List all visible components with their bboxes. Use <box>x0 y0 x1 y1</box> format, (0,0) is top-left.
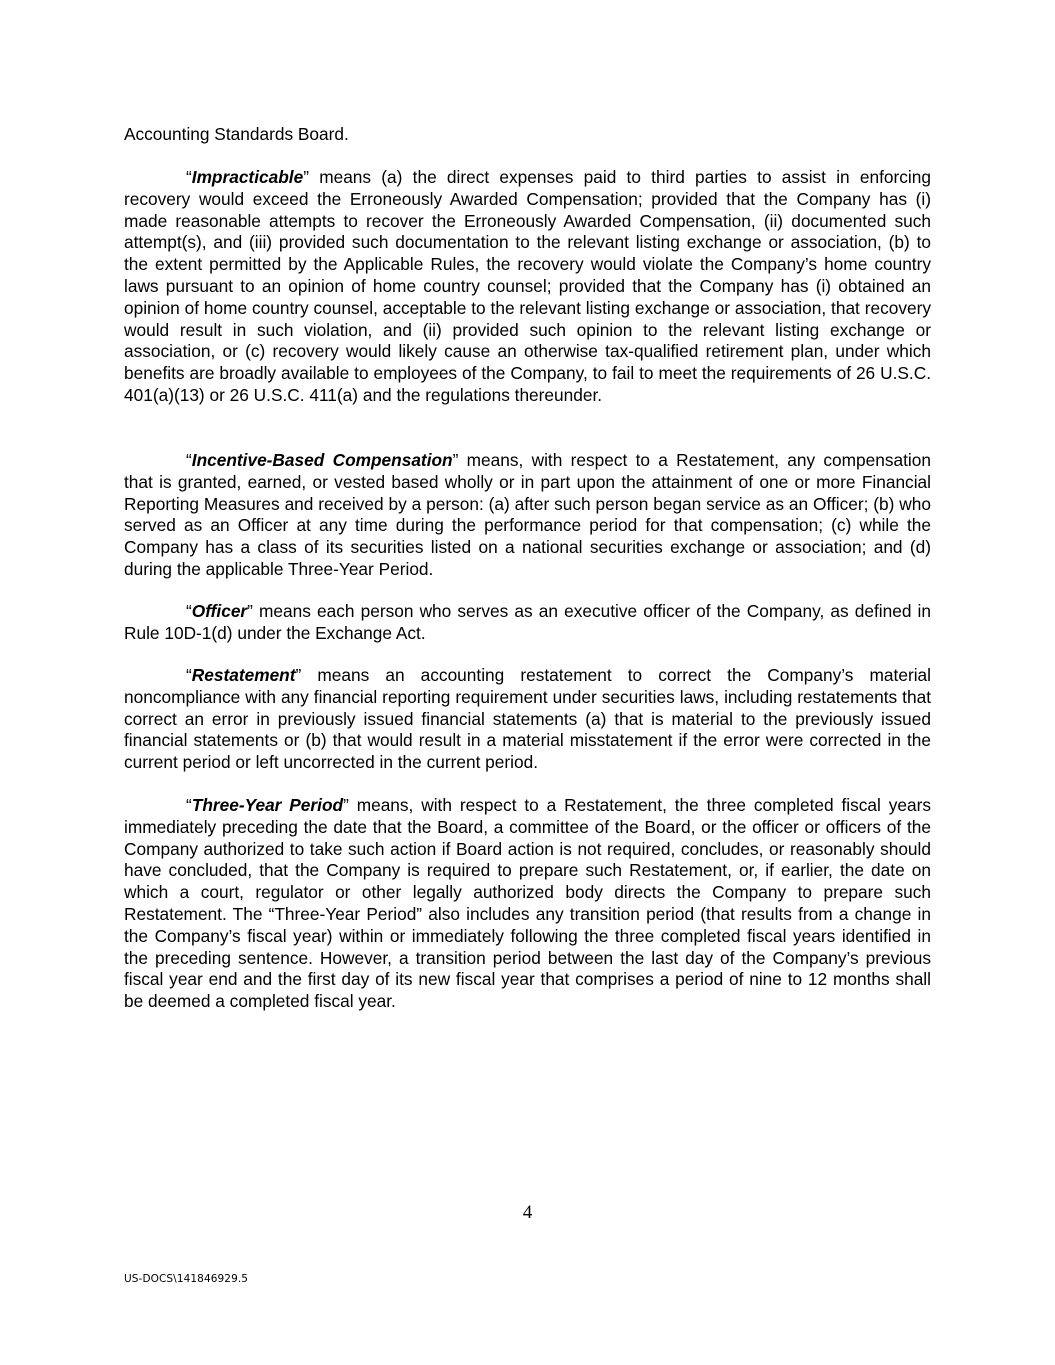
page-number: 4 <box>522 1202 533 1223</box>
continuation-text: Accounting Standards Board. <box>124 124 349 144</box>
defined-term: Three-Year Period <box>191 795 344 815</box>
definition-officer: “Officer” means each person who serves as an executive officer of the Company, as defined in Rule 10D-1(d) under the Exchange Act. <box>124 601 931 643</box>
definition-incentive-based-compensation: “Incentive-Based Compensation” means, with respect to a Restatement, any compensation that is granted, earned, or vested based wholly or in part upon the attainment of one or more Financial Reporting Measures and received by a person: (a) after such person began service as an Officer; (b) who served as an Officer at any time during the performance period for that compensation; (c) while the Company has a class of its securities listed on a national securities exchange or association; and (d) during the applicable Three-Year Period. <box>124 450 931 579</box>
defined-term: Impracticable <box>191 167 304 187</box>
definition-text: means, with respect to a Restatement, the three completed fiscal years immediately preceding the date that the Board, a committee of the Board, or the officer or officers of the Company authorized to take such action if Board action is not required, concludes, or reasonably should have concluded, that the Company is required to prepare such Restatement, or, if earlier, the date on which a court, regulator or other legally authorized body directs the Company to prepare such Restatement. The “Three-Year Period” also includes any transition period (that results from a change in the Company’s fiscal year) within or immediately following the three completed fiscal years identified in the preceding sentence. However, a transition period between the last day of the Company’s previous fiscal year end and the first day of its new fiscal year that comprises a period of nine to 12 months shall be deemed a completed fiscal year. <box>124 795 931 1012</box>
definition-restatement: “Restatement” means an accounting restatement to correct the Company’s material noncompliance with any financial reporting requirement under securities laws, including restatements that correct an error in previously issued financial statements (a) that is material to the previously issued financial statements or (b) that would result in a material misstatement if the error were corrected in the current period or left uncorrected in the current period. <box>124 665 931 773</box>
definition-text: means each person who serves as an executive officer of the Company, as defined in Rule 10D-1(d) under the Exchange Act. <box>124 601 931 643</box>
definition-text: means (a) the direct expenses paid to third parties to assist in enforcing recovery would exceed the Erroneously Awarded Compensation; provided that the Company has (i) made reasonable attempts to recover the Erroneously Awarded Compensation, (ii) documented such attempt(s), and (iii) provided such documentation to the relevant listing exchange or association, (b) to the extent permitted by the Applicable Rules, the recovery would violate the Company’s home country laws pursuant to an opinion of home country counsel; provided that the Company has (i) obtained an opinion of home country counsel, acceptable to the relevant listing exchange or association, that recovery would result in such violation, and (ii) provided such opinion to the relevant listing exchange or association, or (c) recovery would likely cause an otherwise tax-qualified retirement plan, under which benefits are broadly available to employees of the Company, to fail to meet the requirements of 26 U.S.C. 401(a)(13) or 26 U.S.C. 411(a) and the regulations thereunder. <box>124 167 931 405</box>
defined-term: Restatement <box>191 665 296 685</box>
definition-three-year-period: “Three-Year Period” means, with respect to a Restatement, the three completed fiscal years immediately preceding the date that the Board, a committee of the Board, or the officer or officers of the Company authorized to take such action if Board action is not required, concludes, or reasonably should have concluded, that the Company is required to prepare such Restatement, or, if earlier, the date on which a court, regulator or other legally authorized body directs the Company to prepare such Restatement. The “Three-Year Period” also includes any transition period (that results from a change in the Company’s fiscal year) within or immediately following the three completed fiscal years identified in the preceding sentence. However, a transition period between the last day of the Company’s previous fiscal year end and the first day of its new fiscal year that comprises a period of nine to 12 months shall be deemed a completed fiscal year. <box>124 795 931 1012</box>
definition-text: means an accounting restatement to correct the Company’s material noncompliance with any financial reporting requirement under securities laws, including restatements that correct an error in previously issued financial statements (a) that is material to the previously issued financial statements or (b) that would result in a material misstatement if the error were corrected in the current period or left uncorrected in the current period. <box>124 665 931 773</box>
definition-text: means, with respect to a Restatement, any compensation that is granted, earned, or vested based wholly or in part upon the attainment of one or more Financial Reporting Measures and received by a person: (a) after such person began service as an Officer; (b) who served as an Officer at any time during the performance period for that compensation; (c) while the Company has a class of its securities listed on a national securities exchange or association; and (d) during the applicable Three-Year Period. <box>124 450 931 579</box>
document-id: US-DOCS\141846929.5 <box>124 1273 249 1285</box>
definition-impracticable: “Impracticable” means (a) the direct expenses paid to third parties to assist in enforcing recovery would exceed the Erroneously Awarded Compensation; provided that the Company has (i) made reasonable attempts to recover the Erroneously Awarded Compensation, (ii) documented such attempt(s), and (iii) provided such documentation to the relevant listing exchange or association, (b) to the extent permitted by the Applicable Rules, the recovery would violate the Company’s home country laws pursuant to an opinion of home country counsel; provided that the Company has (i) obtained an opinion of home country counsel, acceptable to the relevant listing exchange or association, that recovery would result in such violation, and (ii) provided such opinion to the relevant listing exchange or association, or (c) recovery would likely cause an otherwise tax-qualified retirement plan, under which benefits are broadly available to employees of the Company, to fail to meet the requirements of 26 U.S.C. 401(a)(13) or 26 U.S.C. 411(a) and the regulations thereunder. <box>124 167 931 405</box>
defined-term: Officer <box>191 601 248 621</box>
defined-term: Incentive-Based Compensation <box>191 450 453 470</box>
